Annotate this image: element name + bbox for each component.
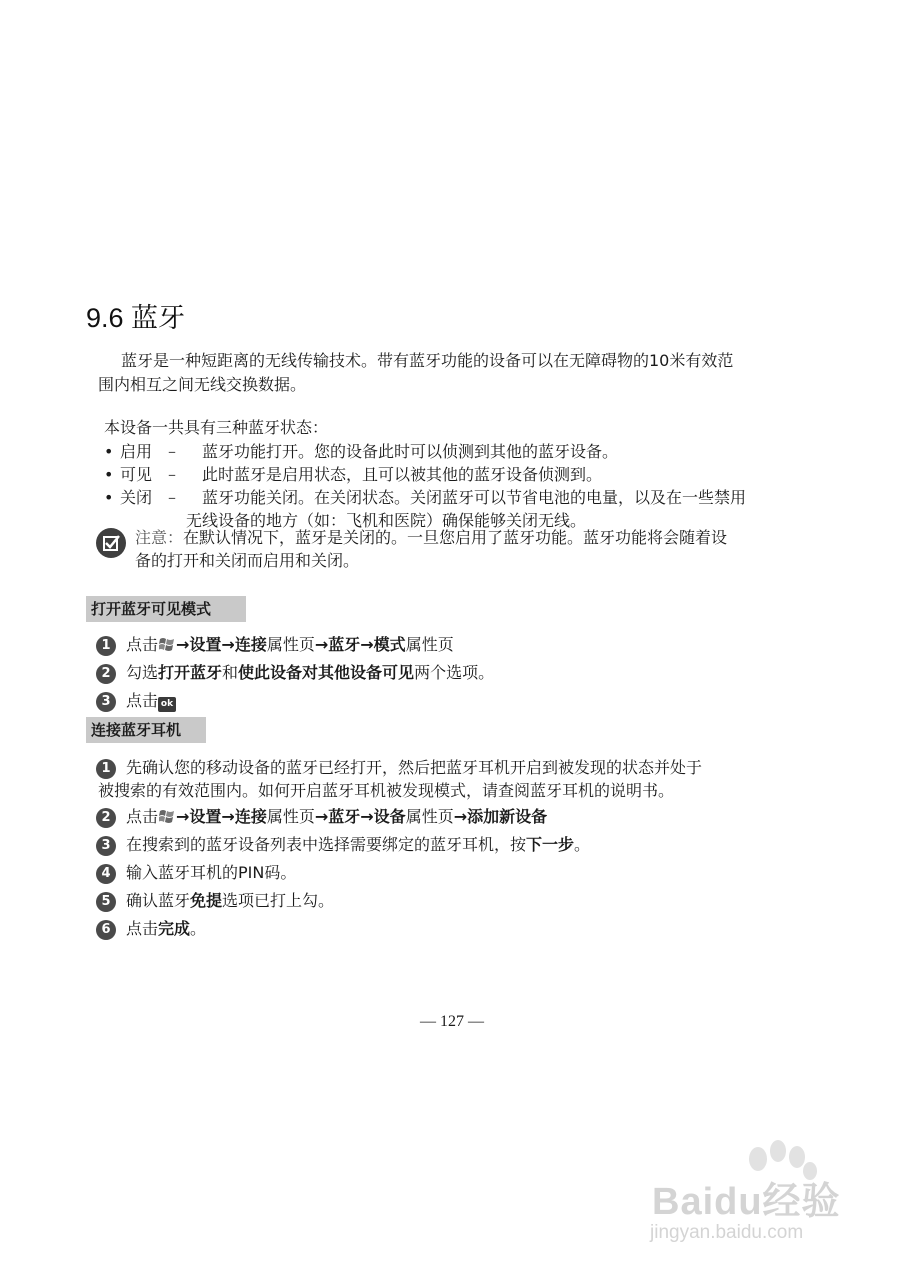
state-text: 此时蓝牙是启用状态，且可以被其他的蓝牙设备侦测到。 — [202, 465, 603, 484]
step-bold-text: 使此设备对其他设备可见 — [238, 663, 415, 682]
state-item-off-cont: 无线设备的地方（如：飞机和医院）确保能够关闭无线。 — [186, 511, 587, 530]
state-term: 关闭 — [120, 488, 153, 507]
step-bold-text: 下一步 — [526, 835, 575, 854]
step-text: 先确认您的移动设备的蓝牙已经打开，然后把蓝牙耳机开启到被发现的状态并处于 — [126, 758, 703, 777]
step-bold-text: 完成 — [158, 919, 191, 938]
step-bold-text: →设置→连接 — [176, 807, 267, 826]
section-heading: 9.6 蓝牙 — [86, 303, 186, 333]
state-dash: – — [168, 488, 176, 507]
state-item-visible — [104, 463, 602, 486]
state-item-enabled — [104, 440, 618, 463]
note-line-1 — [135, 526, 727, 549]
step-text: 点击 — [126, 919, 159, 938]
step-number: 1 — [96, 759, 116, 779]
windows-start-icon — [159, 808, 175, 824]
step-text: 属性页 — [266, 635, 315, 654]
step-number: 2 — [96, 808, 116, 828]
bullet-mark: • — [104, 465, 114, 484]
step-text: 。 — [574, 835, 591, 854]
step-text: 勾选 — [126, 663, 159, 682]
step-bold-text: 打开蓝牙 — [158, 663, 223, 682]
state-term: 启用 — [120, 442, 153, 461]
step-1-3 — [96, 689, 176, 712]
page-number: — 127 — — [420, 1013, 484, 1030]
bullet-mark: • — [104, 442, 114, 461]
state-dash: – — [168, 465, 176, 484]
note-text: 在默认情况下，蓝牙是关闭的。一旦您启用了蓝牙功能。蓝牙功能将会随着设 — [183, 528, 728, 547]
step-bold-text: →设置→连接 — [176, 635, 267, 654]
step-2-2 — [96, 805, 547, 828]
step-bold-text: →蓝牙→设备 — [314, 807, 406, 826]
baidu-logo: Baidu经验 — [652, 1181, 841, 1223]
ok-key-icon: ok — [158, 697, 176, 712]
windows-start-icon — [159, 636, 175, 652]
step-1-2 — [96, 661, 494, 684]
step-number: 1 — [96, 636, 116, 656]
state-item-off — [104, 486, 746, 509]
step-2-1-cont: 被搜索的有效范围内。如何开启蓝牙耳机被发现模式，请查阅蓝牙耳机的说明书。 — [98, 781, 675, 800]
step-text: 点击 — [126, 691, 159, 710]
step-text: 输入蓝牙耳机的PIN码。 — [126, 863, 297, 882]
checkbox-note-icon — [96, 528, 126, 558]
step-bold-text: 免提 — [190, 891, 223, 910]
step-text: 和 — [222, 663, 239, 682]
step-number: 6 — [96, 920, 116, 940]
note-label: 注意： — [135, 528, 184, 547]
intro-line-2: 围内相互之间无线交换数据。 — [98, 375, 307, 394]
state-text: 蓝牙功能打开。您的设备此时可以侦测到其他的蓝牙设备。 — [202, 442, 619, 461]
note-line-2: 备的打开和关闭而启用和关闭。 — [135, 551, 360, 570]
step-number: 2 — [96, 664, 116, 684]
state-text: 蓝牙功能关闭。在关闭状态。关闭蓝牙可以节省电池的电量，以及在一些禁用 — [202, 488, 747, 507]
intro-line-1: 蓝牙是一种短距离的无线传输技术。带有蓝牙功能的设备可以在无障碍物的10米有效范 — [121, 351, 734, 370]
step-number: 4 — [96, 864, 116, 884]
step-2-4 — [96, 861, 296, 884]
step-text: 属性页 — [405, 807, 454, 826]
step-text: 。 — [190, 919, 207, 938]
step-text: 点击 — [126, 807, 159, 826]
step-2-6 — [96, 917, 206, 940]
step-text: 在搜索到的蓝牙设备列表中选择需要绑定的蓝牙耳机，按 — [126, 835, 527, 854]
section-title-visible-mode: 打开蓝牙可见模式 — [86, 596, 246, 622]
step-text: 两个选项。 — [414, 663, 495, 682]
watermark-url: jingyan.baidu.com — [650, 1222, 804, 1243]
step-text: 选项已打上勾。 — [222, 891, 335, 910]
step-2-3 — [96, 833, 590, 856]
step-text: 点击 — [126, 635, 159, 654]
step-bold-text: →蓝牙→模式 — [314, 635, 406, 654]
step-number: 3 — [96, 836, 116, 856]
step-1-1 — [96, 633, 454, 656]
state-term: 可见 — [120, 465, 153, 484]
step-number: 5 — [96, 892, 116, 912]
step-2-5 — [96, 889, 334, 912]
step-2-1 — [96, 756, 702, 779]
step-text: 属性页 — [405, 635, 454, 654]
step-text: 确认蓝牙 — [126, 891, 191, 910]
step-number: 3 — [96, 692, 116, 712]
state-dash: – — [168, 442, 176, 461]
states-lead: 本设备一共具有三种蓝牙状态： — [104, 418, 329, 437]
bullet-mark: • — [104, 488, 114, 507]
section-title-headset: 连接蓝牙耳机 — [86, 717, 206, 743]
step-text: 属性页 — [266, 807, 315, 826]
step-bold-text: →添加新设备 — [453, 807, 548, 826]
